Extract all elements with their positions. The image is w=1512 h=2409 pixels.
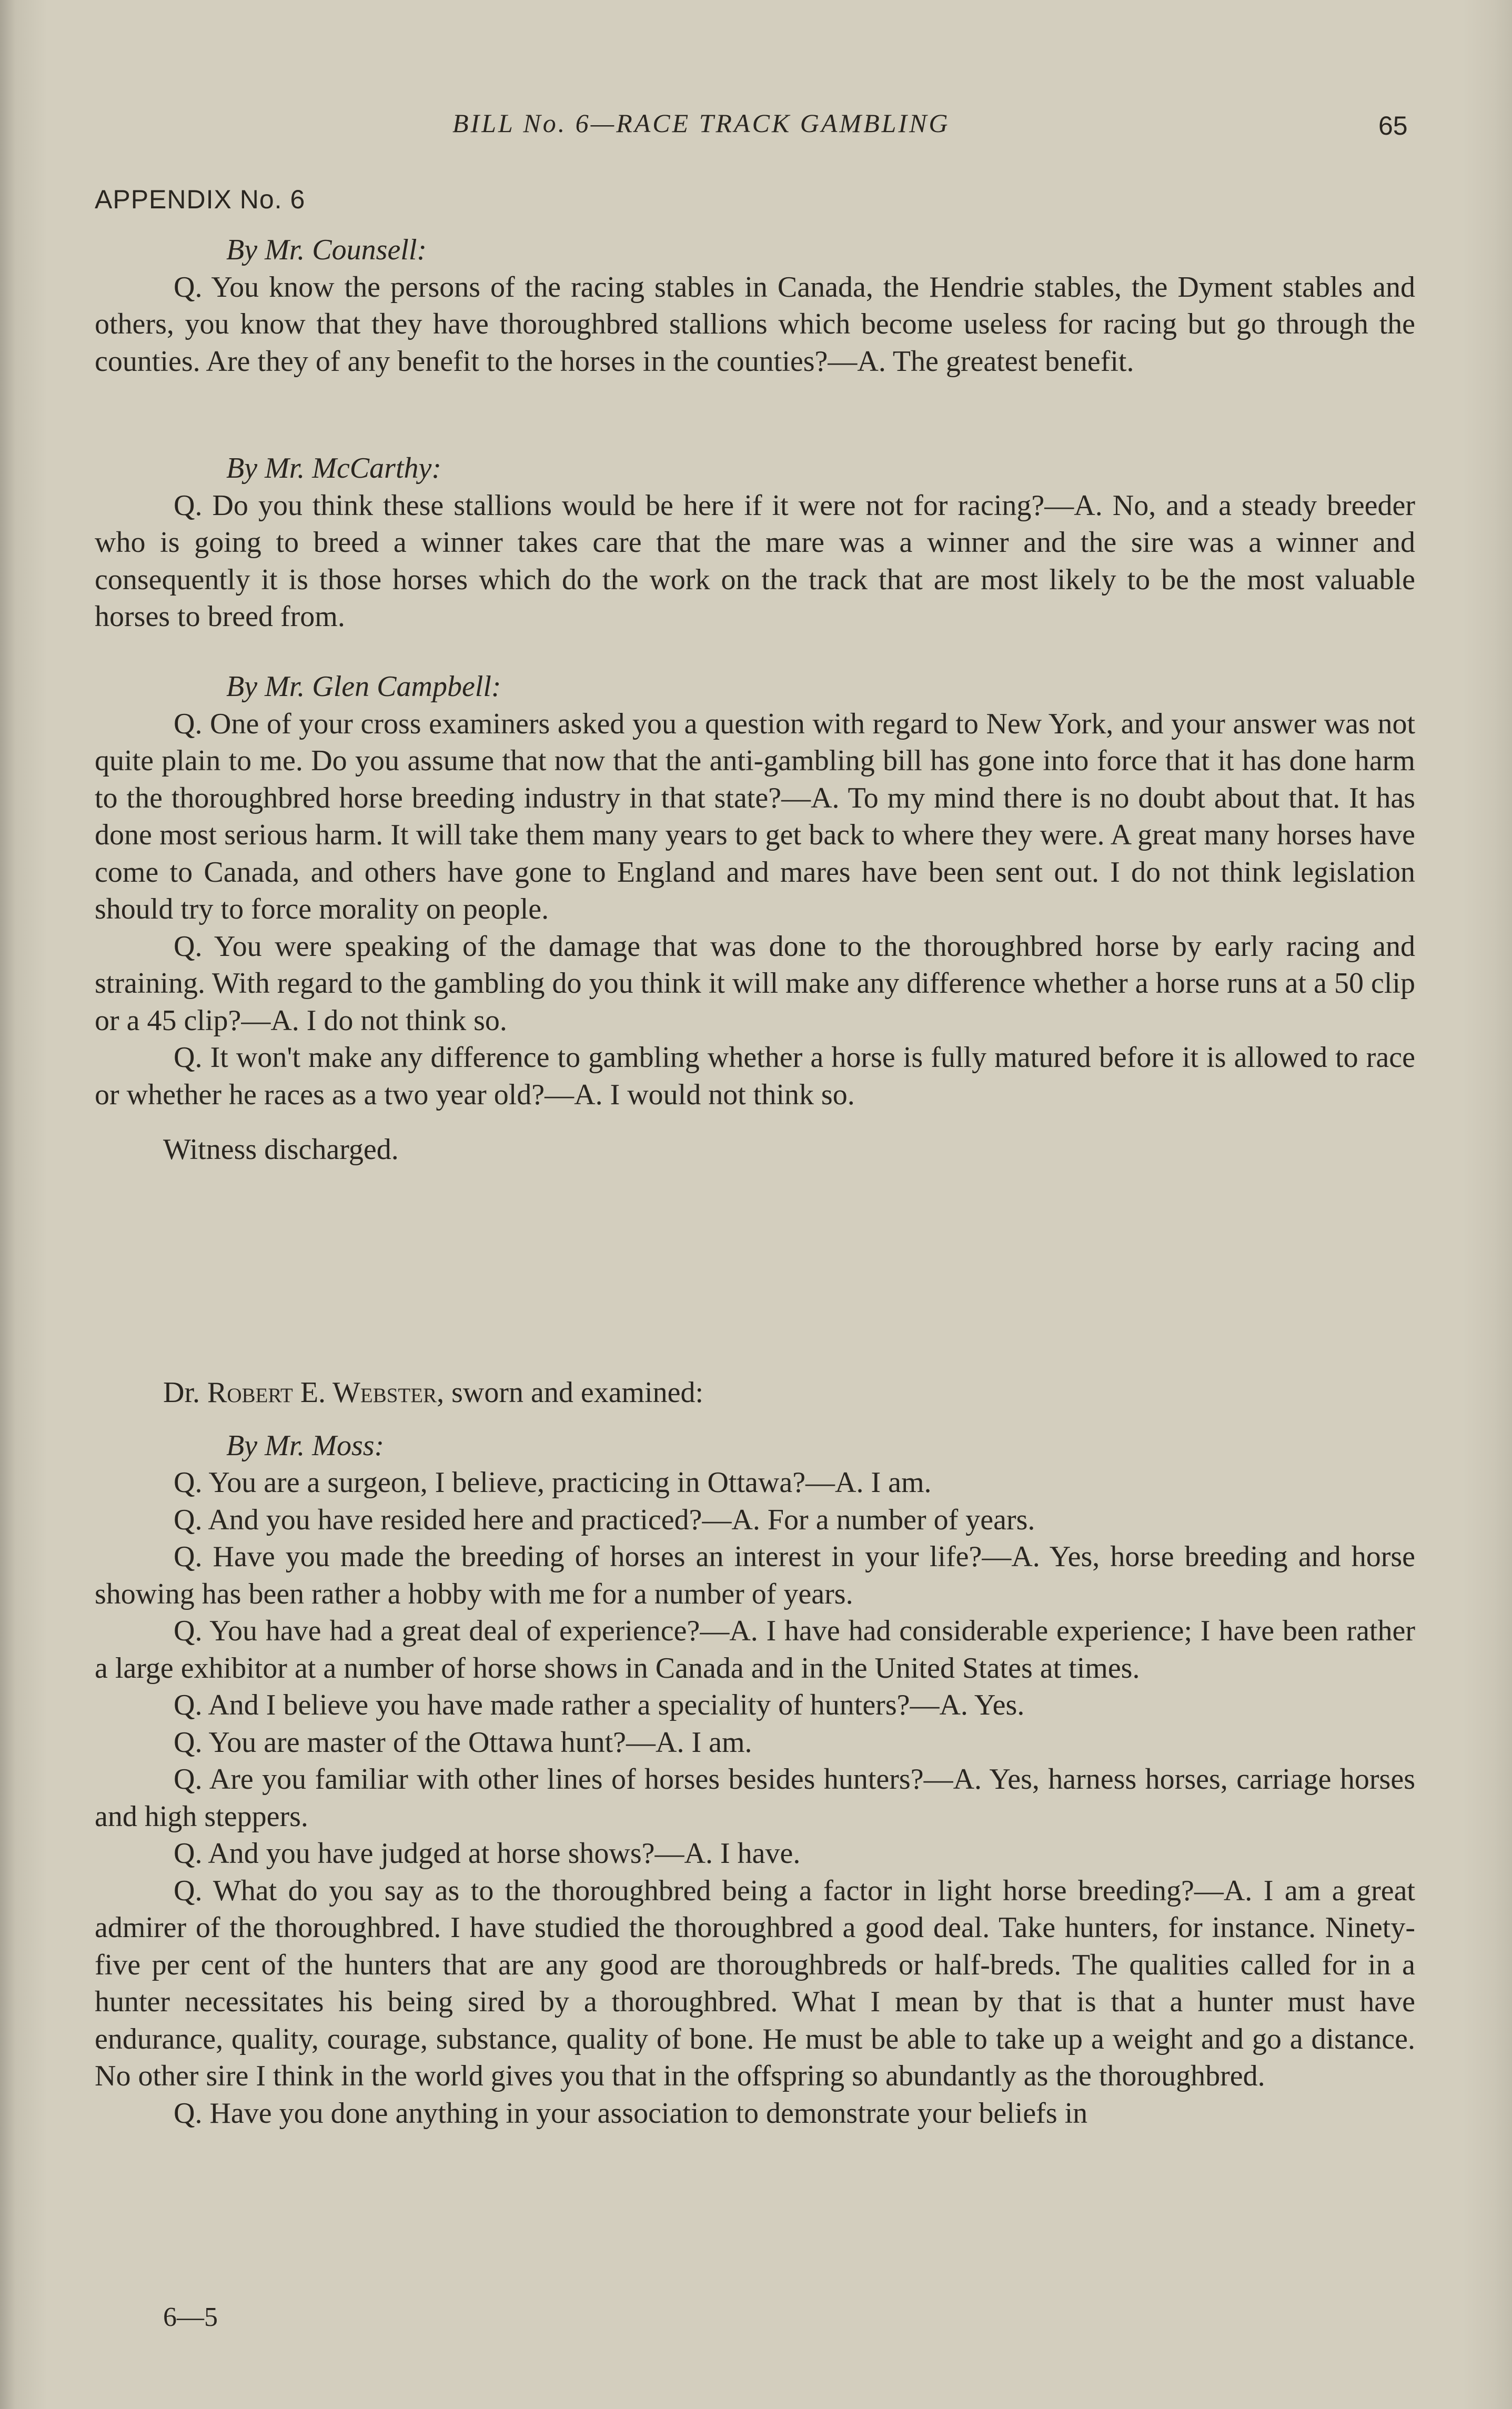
appendix-label: APPENDIX No. 6 xyxy=(95,185,306,214)
speaker-heading: By Mr. Counsell: xyxy=(226,234,427,266)
witness-suffix: , sworn and examined: xyxy=(437,1376,704,1409)
paragraph: Q. You are a surgeon, I believe, practicing in Ottawa?—A. I am. xyxy=(174,1466,932,1499)
section-mccarthy xyxy=(95,450,1415,636)
paragraph: Q. It won't make any difference to gambling whether a horse is fully matured before it is allowed to race or whether he races as a two year old?—A. I would not think so. xyxy=(95,1041,1415,1111)
paragraph: Q. You were speaking of the damage that was done to the thoroughbred horse by early racing and straining. With regard to the gambling do you think it will make any difference whether a horse runs at a 50 clip or a 45 clip?—A. I do not think so. xyxy=(95,930,1415,1037)
paragraph: Q. And you have judged at horse shows?—A. I have. xyxy=(174,1837,801,1870)
section-webster xyxy=(95,1374,1415,2132)
paragraph: Q. You have had a great deal of experience?—A. I have had considerable experience; I have been rather a large exhibitor at a number of horse shows in Canada and in the United States at times. xyxy=(95,1615,1415,1685)
page-number: 65 xyxy=(1378,111,1408,140)
paragraph: Q. Have you done anything in your association to demonstrate your beliefs in xyxy=(174,2096,1088,2130)
paragraph: Q. And you have resided here and practiced?—A. For a number of years. xyxy=(174,1503,1035,1536)
speaker-heading: By Mr. Moss: xyxy=(226,1429,385,1462)
speaker-heading: By Mr. McCarthy: xyxy=(226,452,442,485)
paragraph: Q. You are master of the Ottawa hunt?—A. I am. xyxy=(174,1726,752,1759)
speaker-heading: By Mr. Glen Campbell: xyxy=(226,670,501,703)
paragraph: Q. You know the persons of the racing stables in Canada, the Hendrie stables, the Dyment stables and others, you know that they have thoroughbred stallions which become useless for racing but go through the counties. Are they of any benefit to the horses in the counties?—A. The greatest benefit. xyxy=(95,270,1415,378)
witness-intro xyxy=(95,1374,1415,1412)
paragraph: Q. And I believe you have made rather a speciality of hunters?—A. Yes. xyxy=(174,1689,1025,1721)
paragraph: Q. Are you familiar with other lines of horses besides hunters?—A. Yes, harness horses, carriage horses and high steppers. xyxy=(95,1763,1415,1833)
section-glen-campbell xyxy=(95,668,1415,1168)
witness-discharged: Witness discharged. xyxy=(163,1133,399,1166)
paragraph: Q. What do you say as to the thoroughbred being a factor in light horse breeding?—A. I am a great admirer of the thoroughbred. I have studied the thoroughbred a good deal. Take hunters, for instance. Ninety-five per cent of the hunters that are any good are thoroughbreds or half-breds. The qualities called for in a hunter necessitates his being sired by a thoroughbred. What I mean by that is that a hunter must have endurance, quality, courage, substance, quality of bone. He must be able to take up a weight and go a distance. No other sire I think in the world gives you that in the offspring so abundantly as the thoroughbred. xyxy=(95,1874,1415,2092)
witness-name: Robert E. Webster xyxy=(207,1376,437,1409)
paragraph: Q. One of your cross examiners asked you a question with regard to New York, and your answer was not quite plain to me. Do you assume that now that the anti-gambling bill has gone into force that it has done harm to the thoroughbred horse breeding industry in that state?—A. To my mind there is no doubt about that. It has done most serious harm. It will take them many years to get back to where they were. A great many horses have come to Canada, and others have gone to England and mares have been sent out. I do not think legislation should try to force morality on people. xyxy=(95,707,1415,925)
paragraph: Q. Do you think these stallions would be here if it were not for racing?—A. No, and a steady breeder who is going to breed a winner takes care that the mare was a winner and the sire was a winner and consequently it is those horses which do the work on the track that are most likely to be the most valuable horses to breed from. xyxy=(95,489,1415,633)
signature-mark: 6—5 xyxy=(163,2302,218,2332)
witness-prefix: Dr. xyxy=(163,1376,207,1409)
section-counsell xyxy=(95,231,1415,380)
paragraph: Q. Have you made the breeding of horses an interest in your life?—A. Yes, horse breeding and horse showing has been rather a hobby with me for a number of years. xyxy=(95,1540,1415,1610)
running-header: BILL No. 6—RACE TRACK GAMBLING xyxy=(452,108,950,138)
